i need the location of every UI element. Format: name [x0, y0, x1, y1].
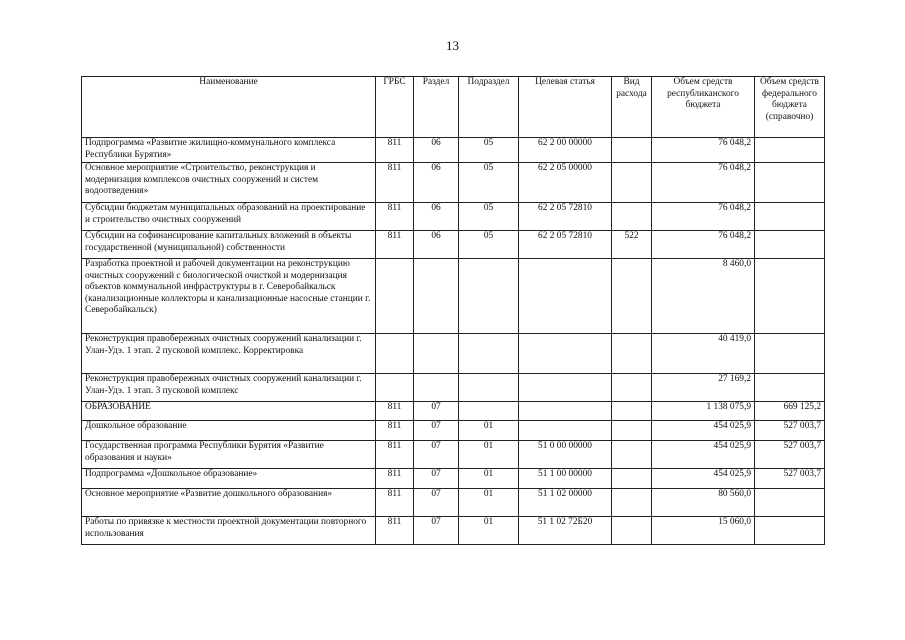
- cell-grbs: 811: [376, 203, 414, 231]
- cell-subsection: 01: [459, 489, 519, 517]
- cell-grbs: 811: [376, 138, 414, 163]
- header-expense-type: Вид расхода: [612, 77, 652, 138]
- cell-grbs: [376, 334, 414, 374]
- header-grbs: ГРБС: [376, 77, 414, 138]
- cell-expense-type: [612, 441, 652, 469]
- cell-name: Разработка проектной и рабочей документации на реконструкцию очистных сооружений с биологической очисткой и модернизация объектов коммунальной инфраструктуры в г. Северобайкальск (канализационные коллекторы и канализационные насосные станции г. Северобайкальск): [82, 259, 376, 334]
- table-row: [82, 469, 825, 489]
- cell-target: [519, 334, 612, 374]
- header-name: Наименование: [82, 77, 376, 138]
- cell-name: Подпрограмма «Развитие жилищно-коммунального комплекса Республики Бурятия»: [82, 138, 376, 163]
- table-header-row: [82, 77, 825, 138]
- cell-target: [519, 421, 612, 441]
- cell-federal-budget: [755, 517, 825, 545]
- cell-republic-budget: 80 560,0: [652, 489, 755, 517]
- cell-republic-budget: 1 138 075,9: [652, 402, 755, 421]
- cell-section: 07: [414, 469, 459, 489]
- cell-federal-budget: [755, 489, 825, 517]
- cell-subsection: [459, 374, 519, 402]
- cell-republic-budget: 76 048,2: [652, 231, 755, 259]
- table-row: [82, 421, 825, 441]
- cell-expense-type: [612, 421, 652, 441]
- cell-expense-type: [612, 374, 652, 402]
- cell-section: 07: [414, 441, 459, 469]
- cell-republic-budget: 40 419,0: [652, 334, 755, 374]
- cell-target: 62 2 00 00000: [519, 138, 612, 163]
- cell-federal-budget: [755, 334, 825, 374]
- cell-subsection: 01: [459, 421, 519, 441]
- table-row: [82, 138, 825, 163]
- cell-expense-type: [612, 203, 652, 231]
- cell-target: 51 0 00 00000: [519, 441, 612, 469]
- cell-name: Реконструкция правобережных очистных сооружений канализации г. Улан-Удэ. 1 этап. 3 пусковой комплекс: [82, 374, 376, 402]
- cell-name: Субсидии бюджетам муниципальных образований на проектирование и строительство очистных сооружений: [82, 203, 376, 231]
- cell-subsection: [459, 402, 519, 421]
- cell-section: 06: [414, 138, 459, 163]
- cell-subsection: 05: [459, 138, 519, 163]
- cell-federal-budget: 527 003,7: [755, 469, 825, 489]
- cell-grbs: 811: [376, 402, 414, 421]
- cell-federal-budget: [755, 231, 825, 259]
- cell-subsection: 05: [459, 203, 519, 231]
- cell-section: 06: [414, 203, 459, 231]
- cell-name: Основное мероприятие «Строительство, реконструкция и модернизация комплексов очистных сооружений и систем водоотведения»: [82, 163, 376, 203]
- table-row: [82, 402, 825, 421]
- cell-section: [414, 259, 459, 334]
- cell-name: Реконструкция правобережных очистных сооружений канализации г. Улан-Удэ. 1 этап. 2 пусковой комплекс. Корректировка: [82, 334, 376, 374]
- cell-target: 51 1 02 72Б20: [519, 517, 612, 545]
- cell-section: 07: [414, 489, 459, 517]
- cell-federal-budget: 527 003,7: [755, 441, 825, 469]
- cell-grbs: [376, 259, 414, 334]
- cell-subsection: 05: [459, 231, 519, 259]
- cell-target: 51 1 02 00000: [519, 489, 612, 517]
- table-row: [82, 334, 825, 374]
- cell-subsection: [459, 334, 519, 374]
- cell-section: [414, 334, 459, 374]
- cell-expense-type: [612, 163, 652, 203]
- cell-section: [414, 374, 459, 402]
- cell-grbs: 811: [376, 441, 414, 469]
- table-row: [82, 203, 825, 231]
- header-section: Раздел: [414, 77, 459, 138]
- cell-target: 62 2 05 72810: [519, 203, 612, 231]
- cell-expense-type: [612, 402, 652, 421]
- table-row: [82, 517, 825, 545]
- cell-name: Государственная программа Республики Бурятия «Развитие образования и науки»: [82, 441, 376, 469]
- cell-subsection: [459, 259, 519, 334]
- cell-target: [519, 259, 612, 334]
- cell-subsection: 05: [459, 163, 519, 203]
- cell-grbs: [376, 374, 414, 402]
- cell-republic-budget: 454 025,9: [652, 469, 755, 489]
- cell-republic-budget: 454 025,9: [652, 421, 755, 441]
- header-target: Целевая статья: [519, 77, 612, 138]
- cell-subsection: 01: [459, 469, 519, 489]
- cell-name: ОБРАЗОВАНИЕ: [82, 402, 376, 421]
- cell-expense-type: [612, 517, 652, 545]
- cell-target: 62 2 05 00000: [519, 163, 612, 203]
- page-number: 13: [446, 38, 459, 53]
- table-row: [82, 231, 825, 259]
- cell-republic-budget: 76 048,2: [652, 163, 755, 203]
- cell-expense-type: [612, 469, 652, 489]
- cell-name: Работы по привязке к местности проектной документации повторного использования: [82, 517, 376, 545]
- cell-federal-budget: 527 003,7: [755, 421, 825, 441]
- cell-expense-type: 522: [612, 231, 652, 259]
- header-republic-budget: Объем средств республиканского бюджета: [652, 77, 755, 138]
- cell-name: Основное мероприятие «Развитие дошкольного образования»: [82, 489, 376, 517]
- cell-grbs: 811: [376, 469, 414, 489]
- cell-republic-budget: 76 048,2: [652, 138, 755, 163]
- table-row: [82, 163, 825, 203]
- cell-grbs: 811: [376, 517, 414, 545]
- cell-section: 07: [414, 517, 459, 545]
- budget-table: [81, 76, 825, 545]
- cell-federal-budget: [755, 259, 825, 334]
- cell-grbs: 811: [376, 421, 414, 441]
- cell-target: 62 2 05 72810: [519, 231, 612, 259]
- cell-grbs: 811: [376, 231, 414, 259]
- cell-expense-type: [612, 489, 652, 517]
- cell-expense-type: [612, 138, 652, 163]
- cell-republic-budget: 27 169,2: [652, 374, 755, 402]
- cell-expense-type: [612, 334, 652, 374]
- cell-federal-budget: [755, 138, 825, 163]
- cell-target: 51 1 00 00000: [519, 469, 612, 489]
- cell-target: [519, 402, 612, 421]
- cell-grbs: 811: [376, 163, 414, 203]
- cell-federal-budget: [755, 163, 825, 203]
- cell-expense-type: [612, 259, 652, 334]
- cell-section: 07: [414, 402, 459, 421]
- cell-grbs: 811: [376, 489, 414, 517]
- cell-section: 07: [414, 421, 459, 441]
- cell-republic-budget: 76 048,2: [652, 203, 755, 231]
- table-row: [82, 489, 825, 517]
- header-federal-budget: Объем средств федерального бюджета (справочно): [755, 77, 825, 138]
- cell-republic-budget: 454 025,9: [652, 441, 755, 469]
- header-subsection: Подраздел: [459, 77, 519, 138]
- cell-name: Подпрограмма «Дошкольное образование»: [82, 469, 376, 489]
- cell-federal-budget: [755, 203, 825, 231]
- table-row: [82, 259, 825, 334]
- cell-federal-budget: 669 125,2: [755, 402, 825, 421]
- table-row: [82, 374, 825, 402]
- cell-target: [519, 374, 612, 402]
- cell-federal-budget: [755, 374, 825, 402]
- cell-name: Дошкольное образование: [82, 421, 376, 441]
- cell-republic-budget: 8 460,0: [652, 259, 755, 334]
- cell-section: 06: [414, 231, 459, 259]
- cell-name: Субсидии на софинансирование капитальных вложений в объекты государственной (муниципальной) собственности: [82, 231, 376, 259]
- cell-subsection: 01: [459, 517, 519, 545]
- table-row: [82, 441, 825, 469]
- cell-section: 06: [414, 163, 459, 203]
- cell-subsection: 01: [459, 441, 519, 469]
- cell-republic-budget: 15 060,0: [652, 517, 755, 545]
